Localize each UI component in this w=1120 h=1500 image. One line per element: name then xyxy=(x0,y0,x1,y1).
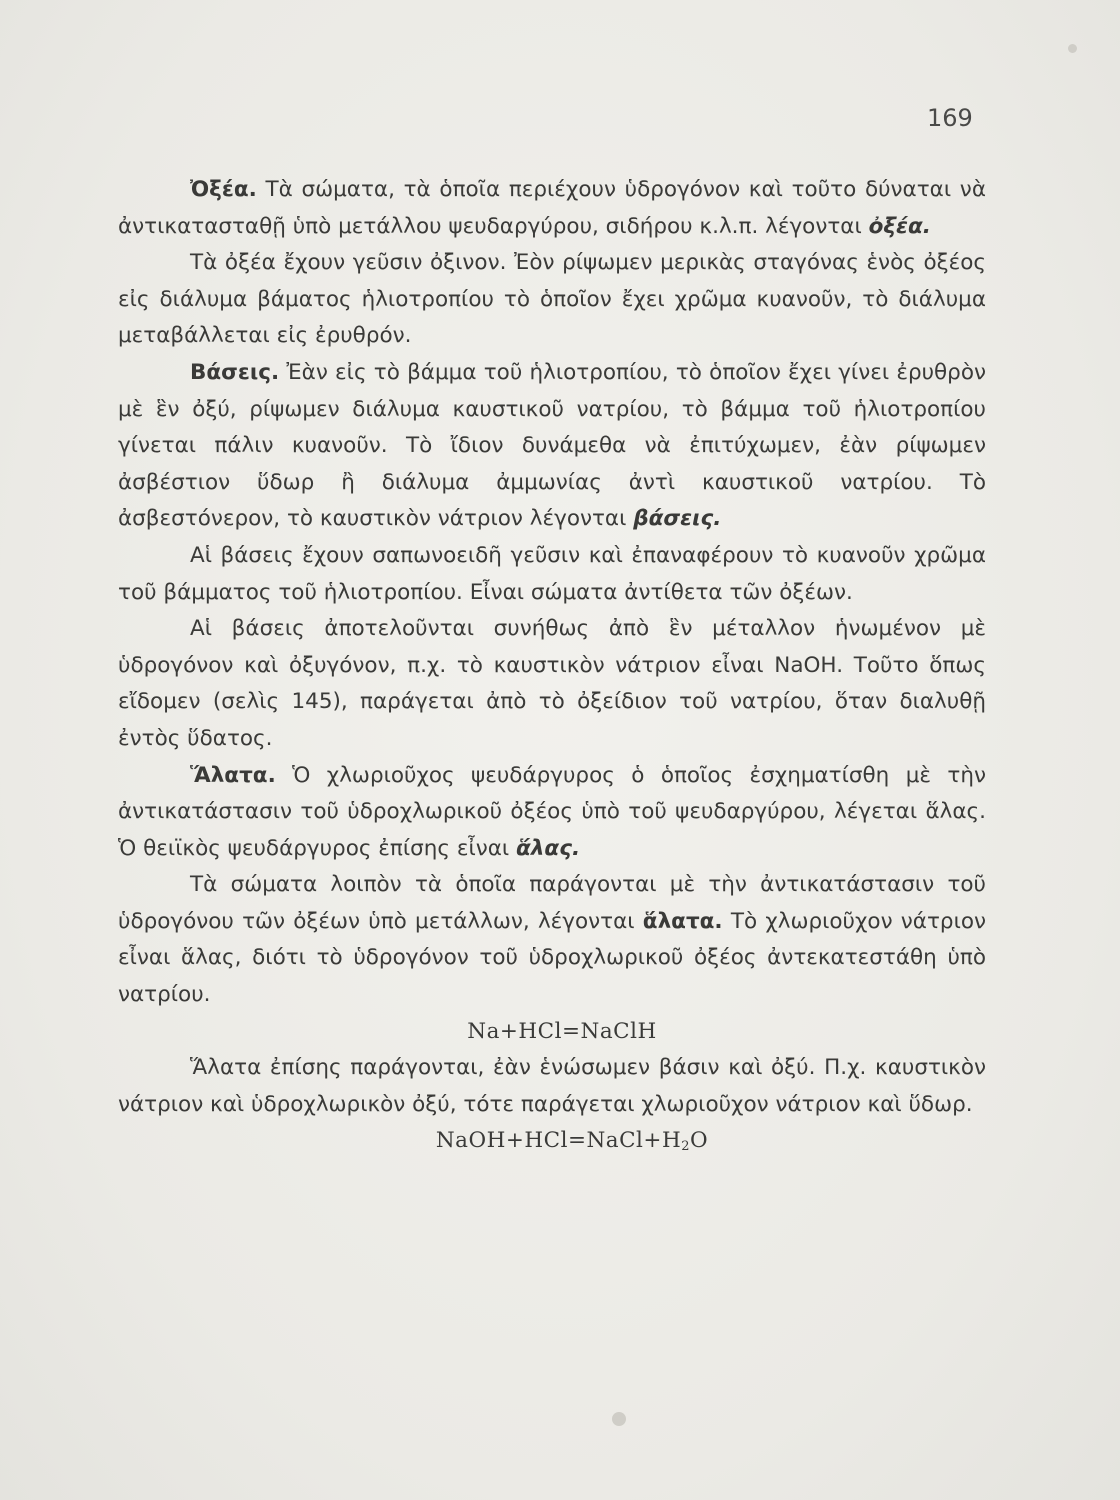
page-number: 169 xyxy=(927,104,973,132)
chemical-equation: Na+HCl=NaClH xyxy=(467,1018,657,1044)
paragraph-text: Ὁ χλωριοῦχος ψευδάργυρος ὁ ὁποῖος ἐσχηματίσθη μὲ τὴν ἀντικατάστασιν τοῦ ὑδροχλωρικοῦ ὀξέος ὑπὸ τοῦ ψευδαργύρου, λέγεται ἅλας. Ὁ θειϊκὸς ψευδάργυρος ἐπίσης εἶναι xyxy=(118,762,986,861)
paragraph-salts-neutralization xyxy=(118,1050,986,1123)
paragraph-text: Τὸ χλωριοῦχον νάτριον εἶναι ἅλας, διότι τὸ ὑδρογόνον τοῦ ὑδροχλωρικοῦ ὀξέος ἀντεκατεστάθη ὑπὸ νατρίου. xyxy=(118,908,987,1008)
equation-main: NaOH+HCl=NaCl+H xyxy=(435,1128,682,1154)
paragraph-bases-taste xyxy=(118,538,986,611)
paragraph-bases-composition xyxy=(118,611,986,757)
term-acids: ὀξέα. xyxy=(868,213,931,239)
page-blemish xyxy=(612,1412,626,1426)
paragraph-salts-formation xyxy=(118,867,986,1013)
chemical-equation-neutralization xyxy=(118,1123,986,1166)
paragraph-acids-definition xyxy=(118,172,986,245)
paragraph-text: Αἱ βάσεις ἀποτελοῦνται συνήθως ἀπὸ ἓν μέταλλον ἡνωμένον μὲ ὑδρογόνον καὶ ὀξυγόνον, π.χ. τὸ καυστικὸν νάτριον εἶναι NaOH. Τοῦτο ὅπως εἴδομεν (σελὶς 145), παράγεται ἀπὸ τὸ ὀξείδιον τοῦ νατρίου, ὅταν διαλυθῇ ἐντὸς ὕδατος. xyxy=(118,616,986,751)
paragraph-salts-definition xyxy=(118,758,986,868)
section-heading-salts: Ἅλατα. xyxy=(190,762,276,788)
section-heading-bases: Βάσεις. xyxy=(190,359,280,385)
paragraph-bases-definition xyxy=(118,355,986,538)
equation-subscript: 2 xyxy=(681,1139,690,1155)
paragraph-text: Ἐὰν εἰς τὸ βάμμα τοῦ ἡλιοτροπίου, τὸ ὁποῖον ἔχει γίνει ἐρυθρὸν μὲ ἓν ὀξύ, ρίψωμεν διάλυμα καυστικοῦ νατρίου, τὸ βάμμα τοῦ ἡλιοτροπίου γίνεται πάλιν κυανοῦν. Τὸ ἴδιον δυνάμεθα νὰ ἐπιτύχωμεν, ἐὰν ρίψωμεν ἀσβέστιον ὕδωρ ἢ διάλυμα ἀμμωνίας ἀντὶ καυστικοῦ νατρίου. Τὸ ἀσβεστόνερον, τὸ καυστικὸν νάτριον λέγονται xyxy=(118,359,986,532)
paragraph-text: Τὰ ὀξέα ἔχουν γεῦσιν ὀξινον. Ἐὸν ρίψωμεν μερικὰς σταγόνας ἑνὸς ὀξέος εἰς διάλυμα βάματος ἡλιοτροπίου τὸ ὁποῖον ἔχει χρῶμα κυανοῦν, τὸ διάλυμα μεταβάλλεται εἰς ἐρυθρόν. xyxy=(118,250,986,349)
term-salt: ἅλας. xyxy=(516,835,581,861)
body-text xyxy=(118,172,986,1166)
paragraph-text: Τὰ σώματα λοιπὸν τὰ ὁποῖα παράγονται μὲ τὴν ἀντικατάστασιν τοῦ ὑδρογόνου τῶν ὀξέων ὑπὸ μετάλλων, λέγονται xyxy=(118,872,986,934)
paragraph-text: Ἅλατα ἐπίσης παράγονται, ἐὰν ἑνώσωμεν βάσιν καὶ ὀξύ. Π.χ. καυστικὸν νάτριον καὶ ὑδροχλωρικὸν ὀξύ, τότε παράγεται χλωριοῦχον νάτριον καὶ ὕδωρ. xyxy=(118,1055,986,1117)
paragraph-text: Τὰ σώματα, τὰ ὁποῖα περιέχουν ὑδρογόνον καὶ τοῦτο δύναται νὰ ἀντικατασταθῇ ὑπὸ μετάλλου ψευδαργύρου, σιδήρου κ.λ.π. λέγονται xyxy=(118,177,986,239)
term-salts: ἅλατα. xyxy=(642,908,723,934)
page-blemish xyxy=(1068,44,1077,53)
term-bases: βάσεις. xyxy=(633,506,722,532)
equation-tail: O xyxy=(689,1128,709,1154)
paragraph-text: Αἱ βάσεις ἔχουν σαπωνοειδῆ γεῦσιν καὶ ἐπαναφέρουν τὸ κυανοῦν χρῶμα τοῦ βάμματος τοῦ ἡλιοτροπίου. Εἶναι σώματα ἀντίθετα τῶν ὀξέων. xyxy=(118,542,986,605)
paragraph-acids-taste xyxy=(118,245,986,355)
section-heading-acids: Ὀξέα. xyxy=(190,177,257,202)
